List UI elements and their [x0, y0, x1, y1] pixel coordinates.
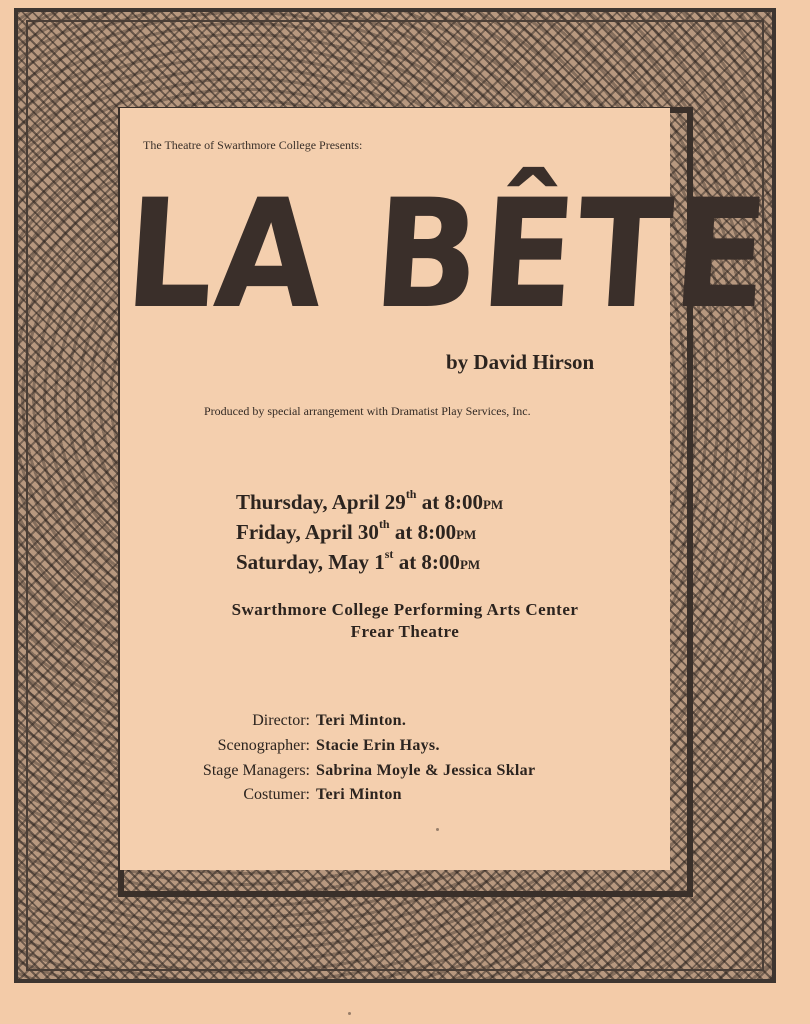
credit-name: Teri Minton — [316, 786, 402, 803]
showtime-pm: PM — [482, 497, 504, 512]
paper-speck — [348, 1012, 351, 1015]
credit-scenographer — [50, 737, 440, 755]
credit-costumer — [50, 786, 402, 804]
showtime-date-suffix: th — [378, 517, 390, 531]
venue-theatre: Frear Theatre — [350, 622, 460, 641]
credit-director — [50, 712, 406, 730]
showtime-date: Saturday, May 1 — [236, 550, 385, 574]
showtime-pm: PM — [459, 557, 481, 572]
credit-name: Sabrina Moyle & Jessica Sklar — [316, 762, 536, 779]
showtime-friday — [236, 517, 477, 545]
showtime-time: at 8:00 — [393, 550, 460, 574]
credit-role: Scenographer: — [217, 737, 310, 754]
paper-speck — [436, 828, 439, 831]
credit-role: Costumer: — [243, 786, 310, 803]
credit-role: Stage Managers: — [202, 762, 310, 779]
showtime-time: at 8:00 — [389, 520, 457, 544]
author-line: by David Hirson — [446, 350, 595, 374]
showtime-saturday — [236, 547, 481, 575]
credit-name: Stacie Erin Hays. — [316, 737, 440, 754]
showtime-date-suffix: th — [405, 487, 417, 501]
venue-block — [0, 600, 810, 642]
credit-stage-managers — [50, 762, 535, 780]
showtime-time: at 8:00 — [416, 490, 483, 514]
showtime-date: Friday, April 30 — [236, 520, 379, 544]
credit-role: Director: — [252, 712, 310, 729]
play-title: LA BÊTE — [120, 168, 776, 342]
showtime-date: Thursday, April 29 — [236, 490, 406, 514]
presenter-line: The Theatre of Swarthmore College Presents: — [143, 138, 363, 152]
production-note: Produced by special arrangement with Dramatist Play Services, Inc. — [204, 404, 531, 418]
showtime-pm: PM — [456, 527, 477, 542]
showtime-date-suffix: st — [384, 547, 394, 561]
credit-name: Teri Minton. — [316, 712, 407, 729]
showtime-thursday — [236, 487, 504, 515]
venue-name: Swarthmore College Performing Arts Center — [231, 600, 579, 619]
